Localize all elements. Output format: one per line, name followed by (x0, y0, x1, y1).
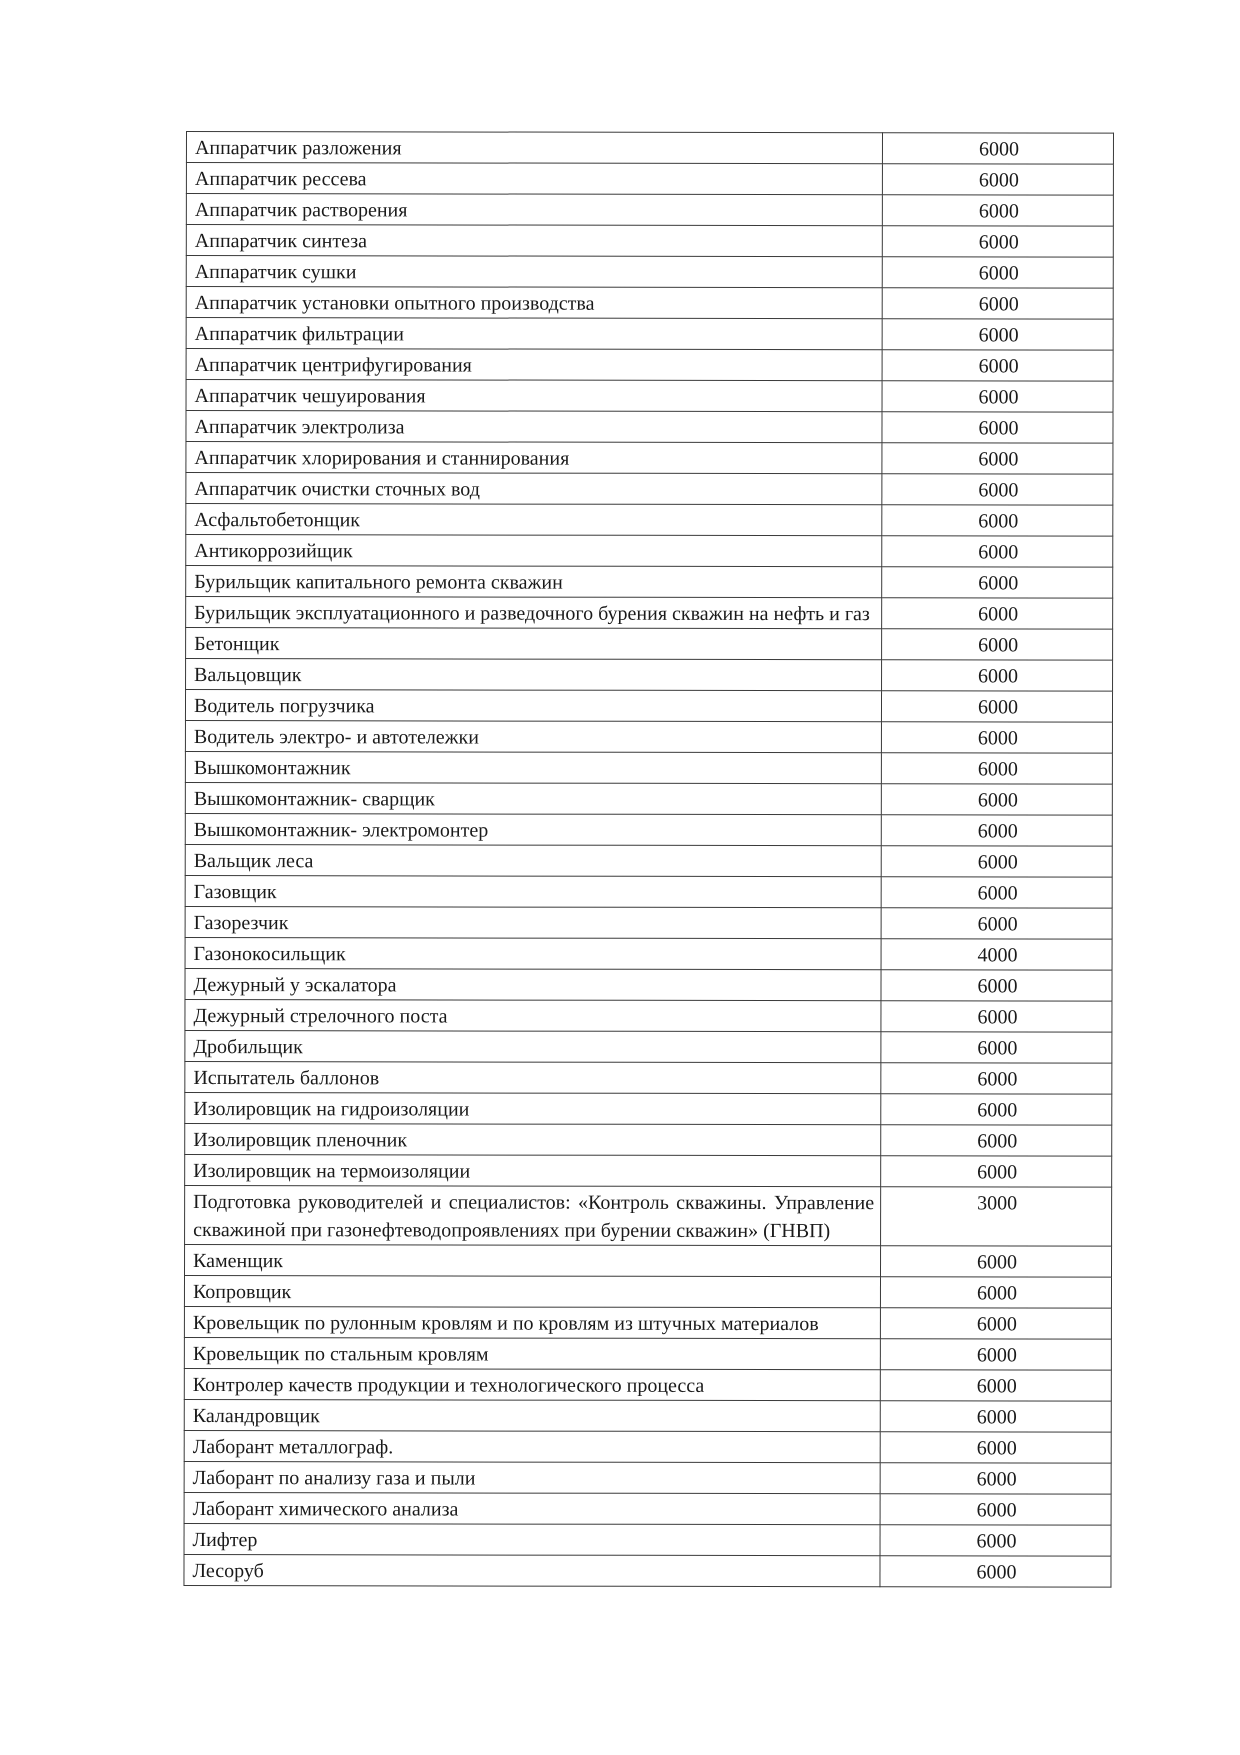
table-row (184, 1523, 1111, 1556)
table-row (186, 380, 1113, 413)
table-row (185, 875, 1112, 908)
profession-name-cell: Дежурный стрелочного поста (185, 999, 881, 1031)
price-table (183, 131, 1114, 1588)
price-cell: 6000 (882, 257, 1113, 288)
profession-name-cell: Аппаратчик сушки (186, 256, 882, 288)
price-cell: 6000 (880, 1525, 1111, 1556)
price-cell: 6000 (882, 443, 1113, 474)
table-row (185, 844, 1112, 877)
table-row (185, 813, 1112, 846)
price-cell: 6000 (882, 505, 1113, 536)
profession-name-cell: Кровельщик по рулонным кровлям и по кровлям из штучных материалов (184, 1306, 880, 1338)
table-row (184, 1275, 1111, 1308)
price-cell: 6000 (881, 1032, 1112, 1063)
profession-name-cell: Аппаратчик установки опытного производства (186, 287, 882, 319)
profession-name-cell: Аппаратчик рессева (186, 163, 882, 195)
profession-name-cell: Каландровщик (184, 1399, 880, 1431)
profession-name-cell: Вышкомонтажник- электромонтер (185, 813, 881, 845)
table-row (185, 1092, 1112, 1125)
table-row (185, 999, 1112, 1032)
profession-name-cell: Антикоррозийщик (186, 535, 882, 567)
price-cell: 6000 (881, 877, 1112, 908)
profession-name-cell: Дежурный у эскалатора (185, 968, 881, 1000)
profession-name-cell: Каменщик (185, 1244, 881, 1276)
table-row (186, 318, 1113, 351)
table-row (186, 225, 1113, 258)
table-row (185, 690, 1112, 723)
profession-name-cell: Водитель погрузчика (185, 690, 881, 722)
table-row (184, 1492, 1111, 1525)
table-row (184, 1337, 1111, 1370)
table-row (185, 1123, 1112, 1156)
profession-name-cell: Водитель электро- и автотележки (185, 721, 881, 753)
profession-name-cell: Бетонщик (186, 628, 882, 660)
price-cell: 6000 (880, 1432, 1111, 1463)
price-cell: 6000 (882, 350, 1113, 381)
price-cell: 6000 (882, 598, 1113, 629)
price-cell: 6000 (882, 381, 1113, 412)
profession-name-cell: Дробильщик (185, 1030, 881, 1062)
table-row (185, 1030, 1112, 1063)
table-row (186, 256, 1113, 289)
profession-name-cell: Вышкомонтажник (185, 751, 881, 783)
profession-name-cell: Вальцовщик (186, 659, 882, 691)
price-cell: 6000 (882, 164, 1113, 195)
table-row (186, 194, 1113, 227)
profession-name-cell: Аппаратчик очистки сточных вод (186, 473, 882, 505)
profession-name-cell: Изолировщик на гидроизоляции (185, 1092, 881, 1124)
profession-name-cell: Газонокосильщик (185, 937, 881, 969)
profession-name-cell: Бурильщик эксплуатационного и разведочного бурения скважин на нефть и газ (186, 597, 882, 629)
price-cell: 6000 (880, 1494, 1111, 1525)
table-row (185, 1061, 1112, 1094)
price-cell: 3000 (881, 1187, 1112, 1246)
table-row (184, 1399, 1111, 1432)
table-row (185, 721, 1112, 754)
price-cell: 6000 (882, 226, 1113, 257)
price-cell: 6000 (881, 1063, 1112, 1094)
table-row (185, 1185, 1112, 1246)
table-row (186, 628, 1113, 661)
profession-name-cell: Лесоруб (184, 1554, 880, 1586)
profession-name-cell: Лаборант химического анализа (184, 1492, 880, 1524)
table-row (186, 442, 1113, 475)
profession-name-cell: Бурильщик капитального ремонта скважин (186, 566, 882, 598)
profession-name-cell: Аппаратчик разложения (186, 132, 882, 164)
profession-name-cell: Кровельщик по стальным кровлям (184, 1337, 880, 1369)
profession-name-cell: Аппаратчик центрифугирования (186, 349, 882, 381)
price-cell: 6000 (882, 412, 1113, 443)
table-row (185, 751, 1112, 784)
profession-name-cell: Аппаратчик растворения (186, 194, 882, 226)
profession-name-cell: Газорезчик (185, 906, 881, 938)
profession-name-cell: Изолировщик пленочник (185, 1123, 881, 1155)
price-table-body (184, 132, 1114, 1588)
price-cell: 6000 (882, 195, 1113, 226)
table-row (186, 132, 1113, 165)
table-row (186, 411, 1113, 444)
table-row (186, 287, 1113, 320)
price-cell: 6000 (882, 629, 1113, 660)
profession-name-cell: Копровщик (184, 1275, 880, 1307)
table-row (186, 349, 1113, 382)
table-row (184, 1368, 1111, 1401)
price-cell: 6000 (881, 1001, 1112, 1032)
price-cell: 6000 (882, 474, 1113, 505)
price-cell: 6000 (880, 1401, 1111, 1432)
table-row (184, 1554, 1111, 1587)
table-row (185, 1154, 1112, 1187)
table-row (186, 504, 1113, 537)
price-cell: 6000 (881, 846, 1112, 877)
table-row (185, 1244, 1112, 1277)
price-cell: 6000 (880, 1556, 1111, 1587)
price-cell: 4000 (881, 939, 1112, 970)
table-row (184, 1461, 1111, 1494)
price-cell: 6000 (881, 1094, 1112, 1125)
price-cell: 6000 (881, 691, 1112, 722)
price-cell: 6000 (882, 133, 1113, 164)
table-row (184, 1430, 1111, 1463)
price-cell: 6000 (880, 1339, 1111, 1370)
table-row (186, 566, 1113, 599)
price-cell: 6000 (882, 319, 1113, 350)
price-cell: 6000 (881, 722, 1112, 753)
price-cell: 6000 (881, 784, 1112, 815)
price-cell: 6000 (881, 1125, 1112, 1156)
price-cell: 6000 (881, 753, 1112, 784)
profession-name-cell: Контролер качеств продукции и технологического процесса (184, 1368, 880, 1400)
profession-name-cell: Вышкомонтажник- сварщик (185, 782, 881, 814)
table-row (186, 597, 1113, 630)
profession-name-cell: Вальщик леса (185, 844, 881, 876)
price-cell: 6000 (880, 1277, 1111, 1308)
table-row (186, 659, 1113, 692)
price-cell: 6000 (880, 1370, 1111, 1401)
profession-name-cell: Аппаратчик синтеза (186, 225, 882, 257)
profession-name-cell: Аппаратчик чешуирования (186, 380, 882, 412)
price-cell: 6000 (881, 815, 1112, 846)
price-cell: 6000 (882, 536, 1113, 567)
profession-name-cell: Аппаратчик фильтрации (186, 318, 882, 350)
price-cell: 6000 (882, 660, 1113, 691)
table-row (185, 968, 1112, 1001)
table-row (185, 906, 1112, 939)
profession-name-cell: Аппаратчик электролиза (186, 411, 882, 443)
table-row (184, 1306, 1111, 1339)
profession-name-cell: Изолировщик на термоизоляции (185, 1154, 881, 1186)
table-row (186, 473, 1113, 506)
table-row (185, 782, 1112, 815)
profession-name-cell: Подготовка руководителей и специалистов: «Контроль скважины. Управление скважиной при газонефтеводопроявлениях при бурении скважин» (ГНВП) (185, 1185, 881, 1245)
price-cell: 6000 (881, 1156, 1112, 1187)
price-cell: 6000 (881, 1246, 1112, 1277)
price-cell: 6000 (881, 908, 1112, 939)
profession-name-cell: Испытатель баллонов (185, 1061, 881, 1093)
price-cell: 6000 (881, 970, 1112, 1001)
price-cell: 6000 (880, 1463, 1111, 1494)
price-cell: 6000 (882, 567, 1113, 598)
profession-name-cell: Лаборант металлограф. (184, 1430, 880, 1462)
profession-name-cell: Газовщик (185, 875, 881, 907)
price-cell: 6000 (880, 1308, 1111, 1339)
table-row (186, 535, 1113, 568)
table-row (185, 937, 1112, 970)
profession-name-cell: Лаборант по анализу газа и пыли (184, 1461, 880, 1493)
profession-name-cell: Асфальтобетонщик (186, 504, 882, 536)
price-cell: 6000 (882, 288, 1113, 319)
profession-name-cell: Лифтер (184, 1523, 880, 1555)
table-row (186, 163, 1113, 196)
profession-name-cell: Аппаратчик хлорирования и станнирования (186, 442, 882, 474)
